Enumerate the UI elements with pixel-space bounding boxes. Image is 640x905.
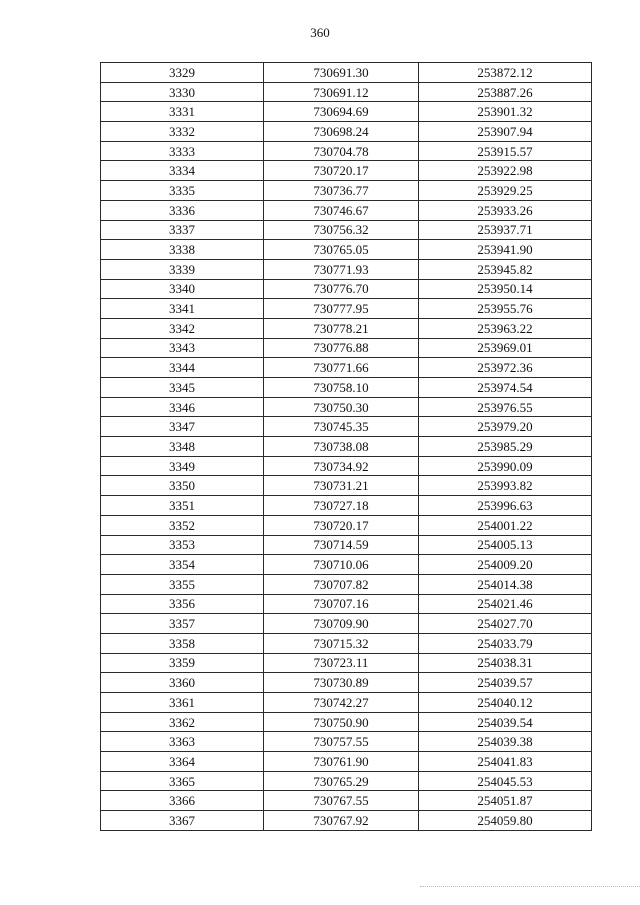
y-coordinate-cell: 253937.71	[419, 220, 592, 240]
point-number-cell: 3347	[101, 417, 264, 437]
point-number-cell: 3345	[101, 378, 264, 398]
y-coordinate-cell: 253901.32	[419, 102, 592, 122]
x-coordinate-cell: 730736.77	[264, 181, 419, 201]
table-row	[101, 752, 592, 772]
point-number-cell: 3344	[101, 358, 264, 378]
x-coordinate-cell: 730756.32	[264, 220, 419, 240]
point-number-cell: 3329	[101, 63, 264, 83]
table-row	[101, 574, 592, 594]
point-number-cell: 3349	[101, 456, 264, 476]
y-coordinate-cell: 253993.82	[419, 476, 592, 496]
table-row	[101, 299, 592, 319]
table-row	[101, 318, 592, 338]
y-coordinate-cell: 253872.12	[419, 63, 592, 83]
point-number-cell: 3354	[101, 555, 264, 575]
table-row	[101, 653, 592, 673]
point-number-cell: 3333	[101, 141, 264, 161]
point-number-cell: 3367	[101, 811, 264, 831]
table-row	[101, 633, 592, 653]
y-coordinate-cell: 253929.25	[419, 181, 592, 201]
point-number-cell: 3346	[101, 397, 264, 417]
point-number-cell: 3341	[101, 299, 264, 319]
y-coordinate-cell: 253933.26	[419, 200, 592, 220]
y-coordinate-cell: 254045.53	[419, 771, 592, 791]
y-coordinate-cell: 254041.83	[419, 752, 592, 772]
y-coordinate-cell: 254021.46	[419, 594, 592, 614]
point-number-cell: 3363	[101, 732, 264, 752]
point-number-cell: 3337	[101, 220, 264, 240]
point-number-cell: 3339	[101, 259, 264, 279]
y-coordinate-cell: 254005.13	[419, 535, 592, 555]
table-row	[101, 378, 592, 398]
x-coordinate-cell: 730776.88	[264, 338, 419, 358]
point-number-cell: 3364	[101, 752, 264, 772]
point-number-cell: 3362	[101, 712, 264, 732]
y-coordinate-cell: 253974.54	[419, 378, 592, 398]
x-coordinate-cell: 730709.90	[264, 614, 419, 634]
y-coordinate-cell: 253915.57	[419, 141, 592, 161]
table-row	[101, 200, 592, 220]
x-coordinate-cell: 730730.89	[264, 673, 419, 693]
x-coordinate-cell: 730707.16	[264, 594, 419, 614]
table-row	[101, 456, 592, 476]
x-coordinate-cell: 730758.10	[264, 378, 419, 398]
y-coordinate-cell: 253950.14	[419, 279, 592, 299]
point-number-cell: 3360	[101, 673, 264, 693]
table-row	[101, 712, 592, 732]
table-row	[101, 63, 592, 83]
table-row	[101, 614, 592, 634]
y-coordinate-cell: 253963.22	[419, 318, 592, 338]
point-number-cell: 3336	[101, 200, 264, 220]
x-coordinate-cell: 730767.55	[264, 791, 419, 811]
table-row	[101, 594, 592, 614]
y-coordinate-cell: 253922.98	[419, 161, 592, 181]
x-coordinate-cell: 730765.05	[264, 240, 419, 260]
x-coordinate-cell: 730757.55	[264, 732, 419, 752]
table-row	[101, 240, 592, 260]
y-coordinate-cell: 253976.55	[419, 397, 592, 417]
x-coordinate-cell: 730734.92	[264, 456, 419, 476]
point-number-cell: 3350	[101, 476, 264, 496]
point-number-cell: 3334	[101, 161, 264, 181]
scan-edge-mark	[420, 886, 640, 887]
table-row	[101, 279, 592, 299]
y-coordinate-cell: 254039.38	[419, 732, 592, 752]
y-coordinate-cell: 253887.26	[419, 82, 592, 102]
y-coordinate-cell: 254059.80	[419, 811, 592, 831]
table-row	[101, 181, 592, 201]
x-coordinate-cell: 730707.82	[264, 574, 419, 594]
x-coordinate-cell: 730704.78	[264, 141, 419, 161]
table-row	[101, 515, 592, 535]
x-coordinate-cell: 730720.17	[264, 515, 419, 535]
y-coordinate-cell: 253907.94	[419, 122, 592, 142]
y-coordinate-cell: 254040.12	[419, 693, 592, 713]
point-number-cell: 3330	[101, 82, 264, 102]
table-row	[101, 122, 592, 142]
x-coordinate-cell: 730720.17	[264, 161, 419, 181]
table-row	[101, 732, 592, 752]
point-number-cell: 3342	[101, 318, 264, 338]
table-row	[101, 476, 592, 496]
x-coordinate-cell: 730714.59	[264, 535, 419, 555]
x-coordinate-cell: 730777.95	[264, 299, 419, 319]
point-number-cell: 3355	[101, 574, 264, 594]
point-number-cell: 3331	[101, 102, 264, 122]
y-coordinate-cell: 254033.79	[419, 633, 592, 653]
table-row	[101, 771, 592, 791]
point-number-cell: 3335	[101, 181, 264, 201]
x-coordinate-cell: 730771.93	[264, 259, 419, 279]
table-row	[101, 693, 592, 713]
table-row	[101, 141, 592, 161]
x-coordinate-cell: 730738.08	[264, 437, 419, 457]
y-coordinate-cell: 253969.01	[419, 338, 592, 358]
x-coordinate-cell: 730691.30	[264, 63, 419, 83]
x-coordinate-cell: 730715.32	[264, 633, 419, 653]
y-coordinate-cell: 254039.54	[419, 712, 592, 732]
x-coordinate-cell: 730691.12	[264, 82, 419, 102]
y-coordinate-cell: 253990.09	[419, 456, 592, 476]
table-row	[101, 791, 592, 811]
point-number-cell: 3351	[101, 496, 264, 516]
table-row	[101, 102, 592, 122]
table-row	[101, 535, 592, 555]
y-coordinate-cell: 253945.82	[419, 259, 592, 279]
y-coordinate-cell: 253941.90	[419, 240, 592, 260]
x-coordinate-cell: 730731.21	[264, 476, 419, 496]
point-number-cell: 3366	[101, 791, 264, 811]
point-number-cell: 3357	[101, 614, 264, 634]
y-coordinate-cell: 253955.76	[419, 299, 592, 319]
y-coordinate-cell: 254051.87	[419, 791, 592, 811]
y-coordinate-cell: 253972.36	[419, 358, 592, 378]
point-number-cell: 3338	[101, 240, 264, 260]
x-coordinate-cell: 730723.11	[264, 653, 419, 673]
table-row	[101, 417, 592, 437]
x-coordinate-cell: 730765.29	[264, 771, 419, 791]
x-coordinate-cell: 730767.92	[264, 811, 419, 831]
x-coordinate-cell: 730761.90	[264, 752, 419, 772]
table-row	[101, 437, 592, 457]
point-number-cell: 3358	[101, 633, 264, 653]
table-row	[101, 673, 592, 693]
x-coordinate-cell: 730727.18	[264, 496, 419, 516]
x-coordinate-cell: 730710.06	[264, 555, 419, 575]
y-coordinate-cell: 254039.57	[419, 673, 592, 693]
point-number-cell: 3343	[101, 338, 264, 358]
y-coordinate-cell: 254014.38	[419, 574, 592, 594]
table-row	[101, 358, 592, 378]
x-coordinate-cell: 730778.21	[264, 318, 419, 338]
point-number-cell: 3352	[101, 515, 264, 535]
y-coordinate-cell: 254001.22	[419, 515, 592, 535]
table-row	[101, 811, 592, 831]
table-row	[101, 397, 592, 417]
x-coordinate-cell: 730742.27	[264, 693, 419, 713]
point-number-cell: 3340	[101, 279, 264, 299]
point-number-cell: 3356	[101, 594, 264, 614]
table-row	[101, 220, 592, 240]
point-number-cell: 3332	[101, 122, 264, 142]
y-coordinate-cell: 254027.70	[419, 614, 592, 634]
coordinates-table	[100, 62, 592, 831]
y-coordinate-cell: 253979.20	[419, 417, 592, 437]
table-row	[101, 161, 592, 181]
x-coordinate-cell: 730745.35	[264, 417, 419, 437]
coordinates-table-body	[101, 63, 592, 831]
point-number-cell: 3361	[101, 693, 264, 713]
table-row	[101, 496, 592, 516]
x-coordinate-cell: 730694.69	[264, 102, 419, 122]
x-coordinate-cell: 730746.67	[264, 200, 419, 220]
page-number: 360	[310, 25, 330, 40]
x-coordinate-cell: 730750.30	[264, 397, 419, 417]
point-number-cell: 3359	[101, 653, 264, 673]
table-row	[101, 338, 592, 358]
y-coordinate-cell: 254038.31	[419, 653, 592, 673]
y-coordinate-cell: 253985.29	[419, 437, 592, 457]
point-number-cell: 3365	[101, 771, 264, 791]
x-coordinate-cell: 730771.66	[264, 358, 419, 378]
point-number-cell: 3348	[101, 437, 264, 457]
y-coordinate-cell: 254009.20	[419, 555, 592, 575]
table-row	[101, 259, 592, 279]
table-row	[101, 555, 592, 575]
y-coordinate-cell: 253996.63	[419, 496, 592, 516]
x-coordinate-cell: 730776.70	[264, 279, 419, 299]
point-number-cell: 3353	[101, 535, 264, 555]
x-coordinate-cell: 730698.24	[264, 122, 419, 142]
table-row	[101, 82, 592, 102]
x-coordinate-cell: 730750.90	[264, 712, 419, 732]
